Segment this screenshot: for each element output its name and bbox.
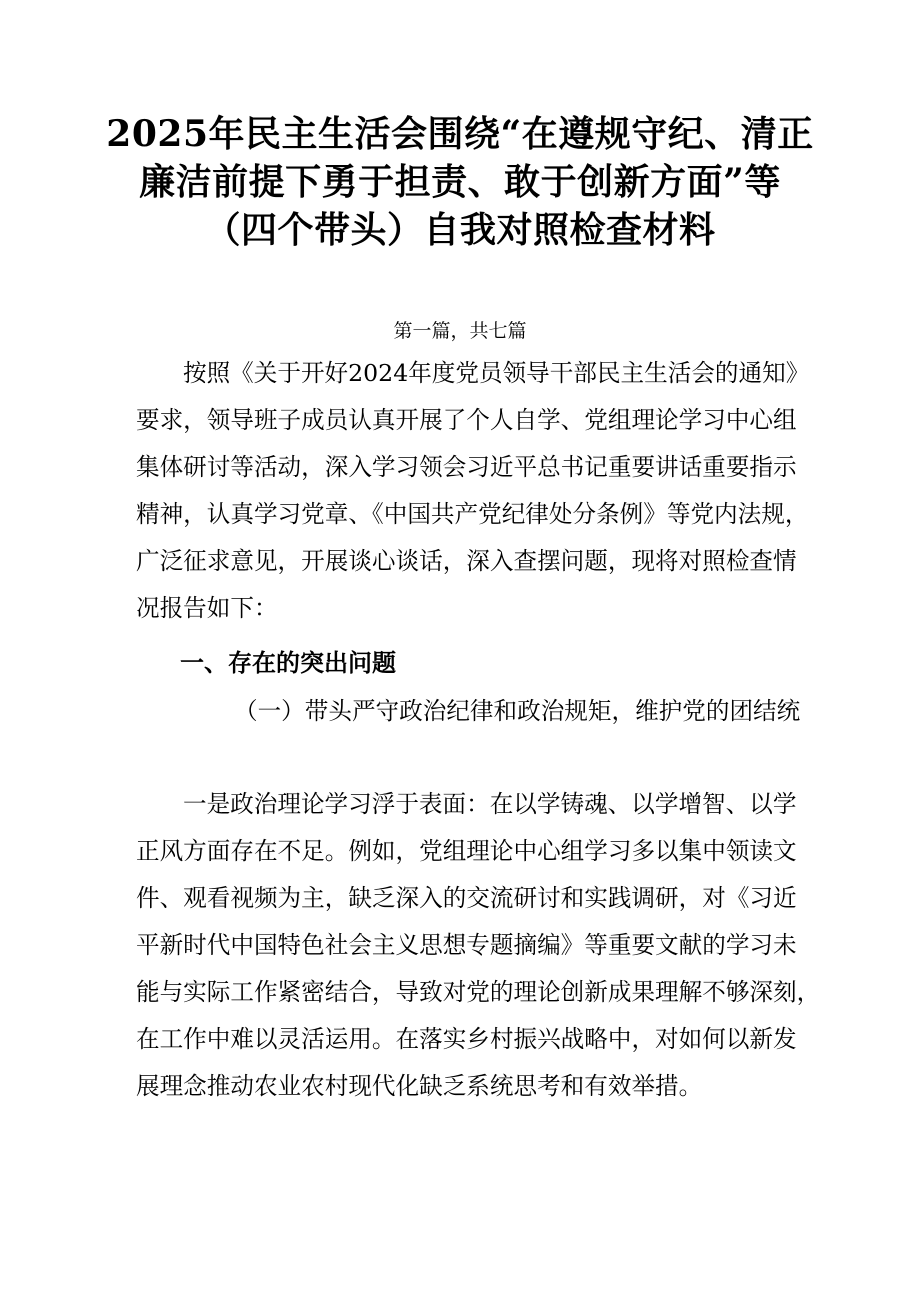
intro-line-4: 精神，认真学习党章、《中国共产党纪律处分条例》等党内法规， <box>136 500 809 528</box>
body-line-7: 展理念推动农业农村现代化缺乏系统思考和有效举措。 <box>136 1072 703 1100</box>
body-line-2: 正风方面存在不足。例如，党组理论中心组学习多以集中领读文 <box>136 837 797 865</box>
document-title-line-3: （四个带头）自我对照检查材料 <box>204 209 716 251</box>
body-line-3: 件、观看视频为主，缺乏深入的交流研讨和实践调研，对《习近 <box>136 884 797 912</box>
intro-line-1: 按照《关于开好2024年度党员领导干部民主生活会的通知》 <box>183 359 810 387</box>
document-title-line-1: 2025年民主生活会围绕“在遵规守纪、清正 <box>106 113 814 155</box>
intro-line-3: 集体研讨等活动，深入学习领会习近平总书记重要讲话重要指示 <box>136 453 797 481</box>
intro-line-6: 况报告如下： <box>136 594 278 622</box>
document-title-line-2: 廉洁前提下勇于担责、敢于创新方面”等 <box>139 161 781 203</box>
body-line-5: 能与实际工作紧密结合，导致对党的理论创新成果理解不够深刻， <box>136 978 821 1006</box>
body-line-6: 在工作中难以灵活运用。在落实乡村振兴战略中，对如何以新发 <box>136 1025 797 1053</box>
document-subtitle: 第一篇，共七篇 <box>393 320 527 342</box>
section-heading: 一、存在的突出问题 <box>180 648 396 677</box>
intro-line-5: 广泛征求意见，开展谈心谈话，深入查摆问题，现将对照检查情 <box>136 547 797 575</box>
subsection-heading: （一）带头严守政治纪律和政治规矩，维护党的团结统 <box>234 697 801 725</box>
body-line-1: 一是政治理论学习浮于表面：在以学铸魂、以学增智、以学 <box>183 790 797 818</box>
body-line-4: 平新时代中国特色社会主义思想专题摘编》等重要文献的学习未 <box>136 931 797 959</box>
intro-line-2: 要求，领导班子成员认真开展了个人自学、党组理论学习中心组 <box>136 406 797 434</box>
